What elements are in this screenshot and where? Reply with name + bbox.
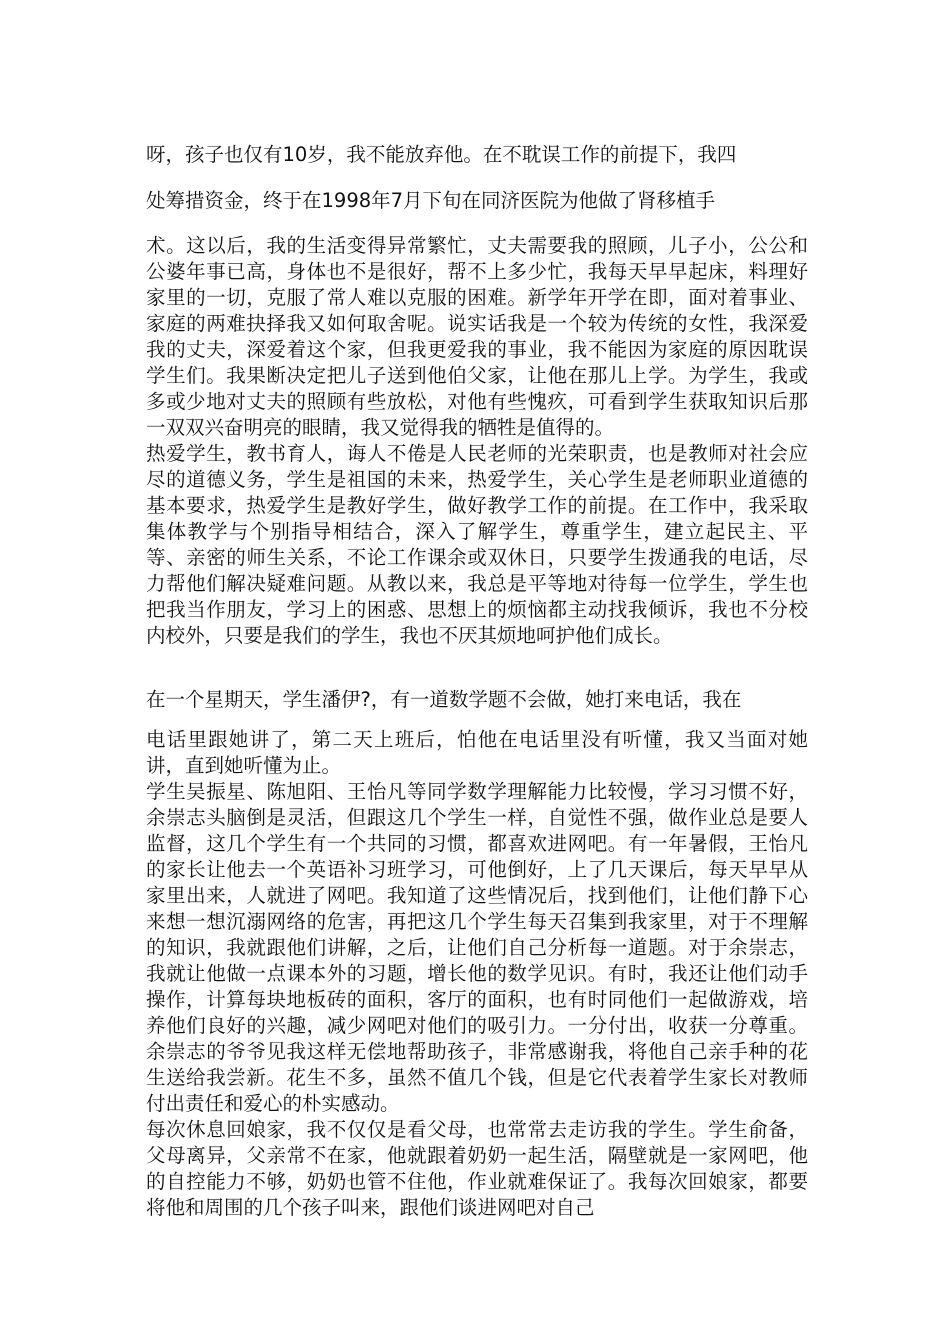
text-line-2: 处筹措资金，终于在1998年7月下旬在同济医院为他做了肾移植手	[146, 189, 716, 212]
paragraph-3: 电话里跟她讲了，第二天上班后，怕他在电话里没有听懂，我又当面对她讲，直到她听懂为止。	[146, 728, 808, 777]
paragraph-2: 热爱学生，教书育人，诲人不倦是人民老师的光荣职责，也是教师对社会应尽的道德义务，学生是祖国的未来，热爱学生，关心学生是老师职业道德的基本要求，热爱学生是教好学生，做好教学工作的前提。在工作中，我采取集体教学与个别指导相结合，深入了解学生，尊重学生，建立起民主、平等、亲密的师生关系，不论工作课余或双休日，只要学生拨通我的电话，尽力帮他们解决疑难问题。从教以来，我总是平等地对待每一位学生，学生也把我当作朋友，学习上的困惑、思想上的烦恼都主动找我倾诉，我也不分校内校外，只要是我们的学生，我也不厌其烦地呵护他们成长。	[146, 442, 808, 647]
paragraph-1: 术。这以后，我的生活变得异常繁忙，丈夫需要我的照顾，儿子小，公公和公婆年事已高，身体也不是很好，帮不上多少忙，我每天早早起床，料理好家里的一切，克服了常人难以克服的困难。新学年开学在即，面对着事业、家庭的两难抉择我又如何取舍呢。说实话我是一个较为传统的女性，我深爱我的丈夫，深爱着这个家，但我更爱我的事业，我不能因为家庭的原因耽误学生们。我果断决定把儿子送到他伯父家，让他在那儿上学。为学生，我或多或少地对丈夫的照顾有些放松，对他有些愧疚，可看到学生获取知识后那一双双兴奋明亮的眼睛，我又觉得我的牺牲是值得的。	[146, 234, 808, 439]
paragraph-4: 学生吴振星、陈旭阳、王怡凡等同学数学理解能力比较慢，学习习惯不好，余崇志头脑倒是灵活，但跟这几个学生一样，自觉性不强，做作业总是要人监督，这几个学生有一个共同的习惯，都喜欢进网吧。有一年暑假，王怡凡的家长让他去一个英语补习班学习，可他倒好，上了几天课后，每天早早从家里出来，人就进了网吧。我知道了这些情况后，找到他们，让他们静下心来想一想沉溺网络的危害，再把这几个学生每天召集到我家里，对于不理解的知识，我就跟他们讲解，之后，让他们自己分析每一道题。对于余崇志，我就让他做一点课本外的习题，增长他的数学见识。有时，我还让他们动手操作，计算每块地板砖的面积，客厅的面积，也有时同他们一起做游戏，培养他们良好的兴趣，减少网吧对他们的吸引力。一分付出，收获一分尊重。余崇志的爷爷见我这样无偿地帮助孩子，非常感谢我，将他自己亲手种的花生送给我尝新。花生不多，虽然不值几个钱，但是它代表着学生家长对教师付出责任和爱心的朴实感动。	[146, 780, 808, 1115]
text-line-3: 在一个星期天，学生潘伊?，有一道数学题不会做，她打来电话，我在	[146, 688, 742, 711]
paragraph-5: 每次休息回娘家，我不仅仅是看父母，也常常去走访我的学生。学生俞备，父母离异，父亲常不在家，他就跟着奶奶一起生活，隔壁就是一家网吧，他的自控能力不够，奶奶也管不住他，作业就难保证了。我每次回娘家，都要将他和周围的几个孩子叫来，跟他们谈进网吧对自己	[146, 1118, 808, 1219]
text-line-1: 呀，孩子也仅有10岁，我不能放弃他。在不耽误工作的前提下，我四	[146, 143, 737, 166]
